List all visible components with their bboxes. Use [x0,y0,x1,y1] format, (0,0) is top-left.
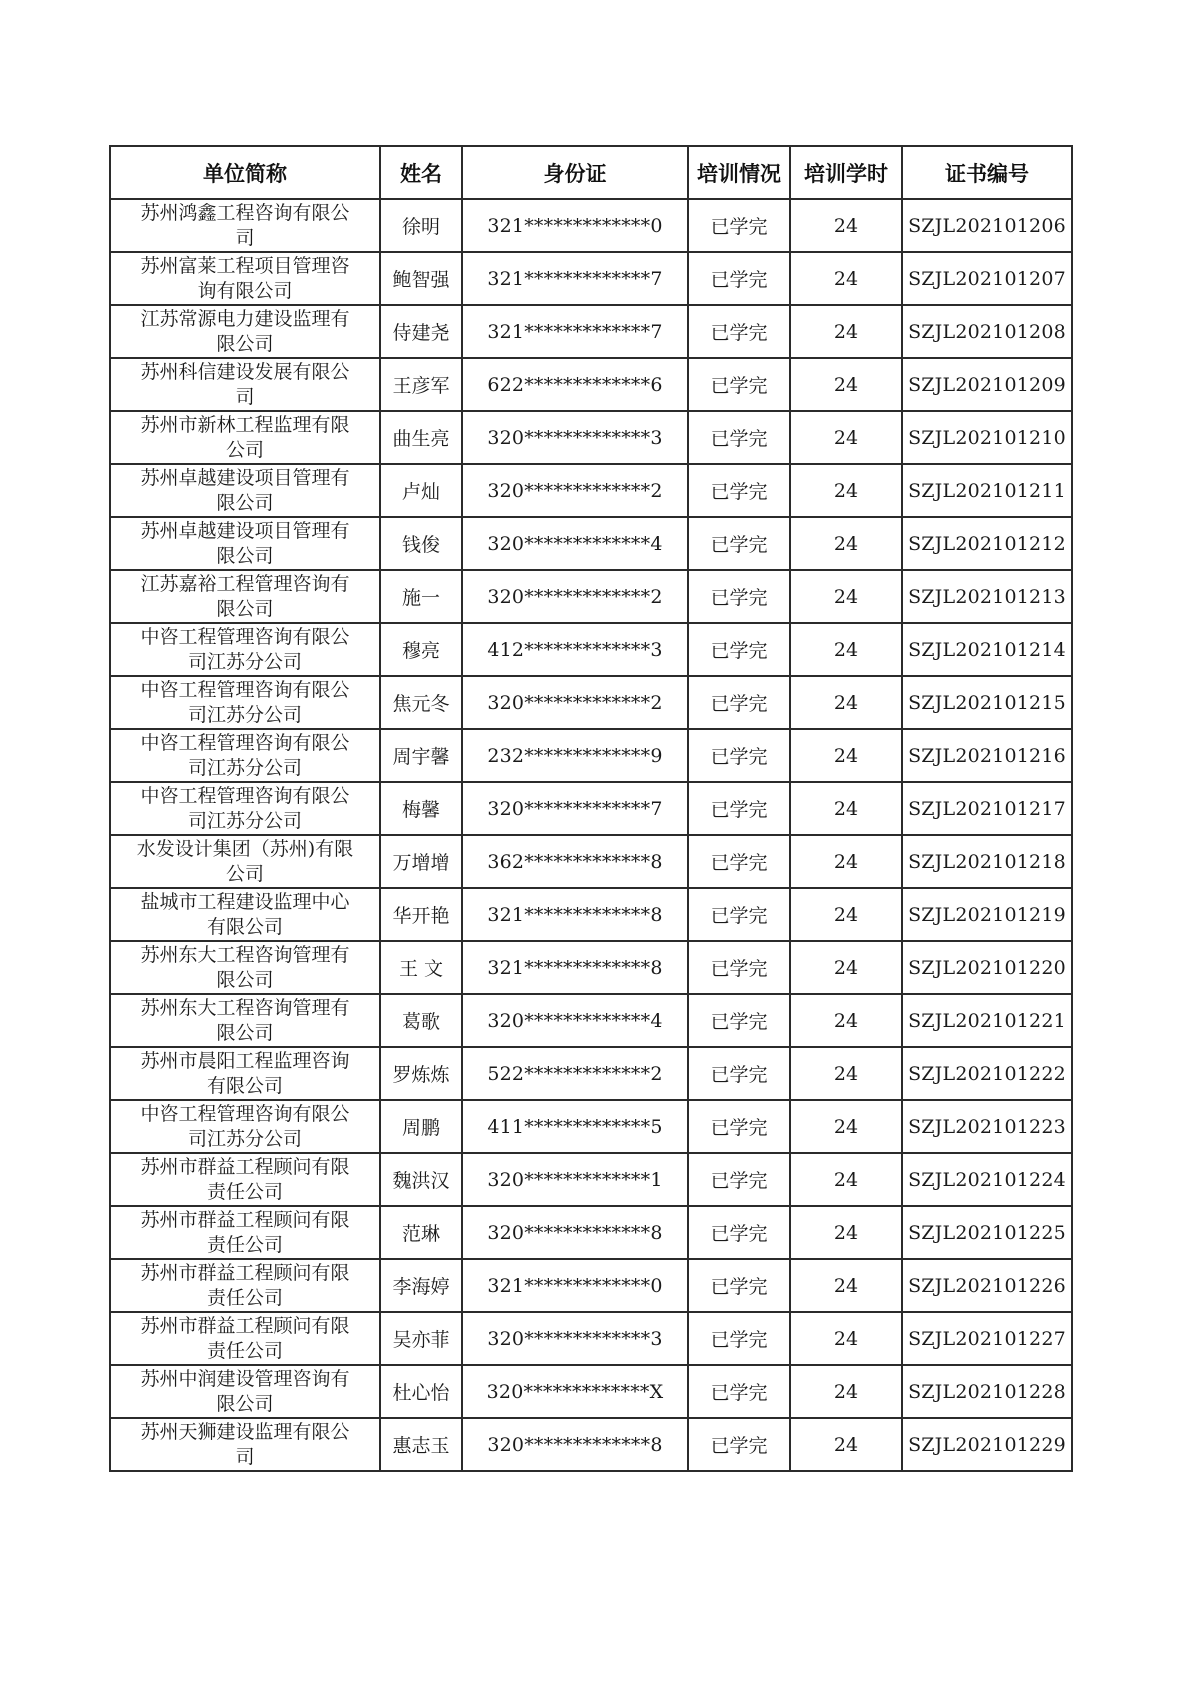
certificate-number-cell: SZJL202101227 [902,1312,1072,1365]
company-name-line: 苏州东大工程咨询管理有 [140,996,350,1019]
name-cell: 惠志玉 [380,1418,462,1471]
company-cell [110,676,380,729]
company-name-line: 询有限公司 [197,279,293,302]
table-row [110,252,1072,305]
name-cell: 施一 [380,570,462,623]
certificate-number-cell: SZJL202101214 [902,623,1072,676]
company-name-line: 限公司 [216,1021,274,1044]
id-number-cell: 320*************3 [462,411,688,464]
table-header [110,146,1072,199]
company-name-line: 苏州市群益工程顾问有限 [140,1155,350,1178]
training-status-cell: 已学完 [688,1259,790,1312]
training-status-cell: 已学完 [688,199,790,252]
company-cell [110,888,380,941]
training-hours-cell: 24 [790,1259,902,1312]
training-status-cell: 已学完 [688,835,790,888]
company-name-line: 苏州市新林工程监理有限 [140,413,350,436]
training-status-cell: 已学完 [688,1153,790,1206]
certificate-number-cell: SZJL202101212 [902,517,1072,570]
training-hours-cell: 24 [790,570,902,623]
company-name-line: 苏州中润建设管理咨询有 [140,1367,350,1390]
training-status-cell: 已学完 [688,1312,790,1365]
certificate-number-cell: SZJL202101208 [902,305,1072,358]
training-hours-cell: 24 [790,1100,902,1153]
header-id-number: 身份证 [462,146,688,199]
id-number-cell: 412*************3 [462,623,688,676]
name-cell: 王 文 [380,941,462,994]
training-hours-cell: 24 [790,835,902,888]
table-row [110,676,1072,729]
header-certificate-number: 证书编号 [902,146,1072,199]
header-row [110,146,1072,199]
training-record-table [109,145,1073,1472]
name-cell: 罗炼炼 [380,1047,462,1100]
training-status-cell: 已学完 [688,358,790,411]
table-row [110,1153,1072,1206]
company-name-line: 中咨工程管理咨询有限公 [140,678,350,701]
table-row [110,1312,1072,1365]
company-cell [110,199,380,252]
id-number-cell: 320*************1 [462,1153,688,1206]
company-name-line: 司江苏分公司 [187,1127,302,1150]
table-row [110,835,1072,888]
training-hours-cell: 24 [790,782,902,835]
certificate-number-cell: SZJL202101220 [902,941,1072,994]
name-cell: 鲍智强 [380,252,462,305]
table-row [110,1259,1072,1312]
company-cell [110,570,380,623]
company-name-line: 责任公司 [206,1286,283,1309]
id-number-cell: 321*************8 [462,888,688,941]
company-cell [110,1153,380,1206]
table-row [110,305,1072,358]
certificate-number-cell: SZJL202101219 [902,888,1072,941]
training-status-cell: 已学完 [688,1206,790,1259]
company-cell [110,782,380,835]
name-cell: 万增增 [380,835,462,888]
training-hours-cell: 24 [790,1365,902,1418]
training-hours-cell: 24 [790,729,902,782]
id-number-cell: 320*************2 [462,570,688,623]
training-hours-cell: 24 [790,464,902,517]
training-record-sheet [109,145,1071,1472]
training-hours-cell: 24 [790,888,902,941]
company-name-line: 司江苏分公司 [187,756,302,779]
company-name-line: 司 [235,1445,255,1468]
training-hours-cell: 24 [790,1047,902,1100]
company-name-line: 限公司 [216,968,274,991]
training-status-cell: 已学完 [688,1047,790,1100]
name-cell: 杜心怡 [380,1365,462,1418]
name-cell: 梅馨 [380,782,462,835]
training-hours-cell: 24 [790,305,902,358]
id-number-cell: 320*************3 [462,1312,688,1365]
training-hours-cell: 24 [790,994,902,1047]
company-cell [110,729,380,782]
training-status-cell: 已学完 [688,729,790,782]
id-number-cell: 321*************8 [462,941,688,994]
table-row [110,729,1072,782]
training-hours-cell: 24 [790,358,902,411]
company-cell [110,1047,380,1100]
training-hours-cell: 24 [790,676,902,729]
id-number-cell: 622*************6 [462,358,688,411]
company-name-line: 苏州东大工程咨询管理有 [140,943,350,966]
company-name-line: 苏州市群益工程顾问有限 [140,1314,350,1337]
training-status-cell: 已学完 [688,994,790,1047]
table-row [110,411,1072,464]
id-number-cell: 320*************4 [462,517,688,570]
company-name-line: 中咨工程管理咨询有限公 [140,731,350,754]
company-name-line: 江苏常源电力建设监理有 [140,307,350,330]
certificate-number-cell: SZJL202101225 [902,1206,1072,1259]
table-row [110,782,1072,835]
table-row [110,941,1072,994]
table-row [110,623,1072,676]
table-row [110,517,1072,570]
company-name-line: 中咨工程管理咨询有限公 [140,1102,350,1125]
name-cell: 穆亮 [380,623,462,676]
company-name-line: 限公司 [216,332,274,355]
training-status-cell: 已学完 [688,464,790,517]
id-number-cell: 522*************2 [462,1047,688,1100]
table-row [110,1100,1072,1153]
certificate-number-cell: SZJL202101224 [902,1153,1072,1206]
company-name-line: 苏州卓越建设项目管理有 [140,466,350,489]
company-cell [110,1312,380,1365]
training-status-cell: 已学完 [688,517,790,570]
company-cell [110,623,380,676]
training-status-cell: 已学完 [688,623,790,676]
certificate-number-cell: SZJL202101216 [902,729,1072,782]
header-training-status: 培训情况 [688,146,790,199]
training-status-cell: 已学完 [688,1418,790,1471]
certificate-number-cell: SZJL202101206 [902,199,1072,252]
training-hours-cell: 24 [790,1418,902,1471]
company-name-line: 司江苏分公司 [187,703,302,726]
company-name-line: 司江苏分公司 [187,650,302,673]
certificate-number-cell: SZJL202101226 [902,1259,1072,1312]
training-hours-cell: 24 [790,623,902,676]
company-name-line: 责任公司 [206,1339,283,1362]
name-cell: 侍建尧 [380,305,462,358]
training-status-cell: 已学完 [688,676,790,729]
company-cell [110,835,380,888]
table-row [110,358,1072,411]
table-row [110,570,1072,623]
id-number-cell: 321*************7 [462,252,688,305]
id-number-cell: 320*************2 [462,676,688,729]
table-row [110,464,1072,517]
company-cell [110,517,380,570]
id-number-cell: 411*************5 [462,1100,688,1153]
company-name-line: 苏州科信建设发展有限公 [140,360,350,383]
training-status-cell: 已学完 [688,411,790,464]
training-hours-cell: 24 [790,252,902,305]
id-number-cell: 320*************7 [462,782,688,835]
company-name-line: 苏州卓越建设项目管理有 [140,519,350,542]
training-status-cell: 已学完 [688,305,790,358]
training-hours-cell: 24 [790,941,902,994]
company-cell [110,1259,380,1312]
company-name-line: 江苏嘉裕工程管理咨询有 [140,572,350,595]
company-name-line: 司 [235,385,255,408]
table-body [110,199,1072,1471]
training-status-cell: 已学完 [688,252,790,305]
header-name: 姓名 [380,146,462,199]
company-cell [110,994,380,1047]
name-cell: 周宇馨 [380,729,462,782]
certificate-number-cell: SZJL202101229 [902,1418,1072,1471]
table-row [110,888,1072,941]
training-status-cell: 已学完 [688,782,790,835]
company-cell [110,1365,380,1418]
company-cell [110,464,380,517]
company-name-line: 有限公司 [206,915,283,938]
name-cell: 葛歌 [380,994,462,1047]
company-cell [110,941,380,994]
name-cell: 钱俊 [380,517,462,570]
name-cell: 吴亦菲 [380,1312,462,1365]
company-name-line: 限公司 [216,491,274,514]
id-number-cell: 320*************X [462,1365,688,1418]
id-number-cell: 232*************9 [462,729,688,782]
training-hours-cell: 24 [790,1312,902,1365]
header-company: 单位简称 [110,146,380,199]
certificate-number-cell: SZJL202101221 [902,994,1072,1047]
name-cell: 华开艳 [380,888,462,941]
table-row [110,1418,1072,1471]
company-name-line: 限公司 [216,597,274,620]
table-row [110,994,1072,1047]
certificate-number-cell: SZJL202101213 [902,570,1072,623]
company-name-line: 苏州市群益工程顾问有限 [140,1208,350,1231]
training-hours-cell: 24 [790,1206,902,1259]
id-number-cell: 362*************8 [462,835,688,888]
certificate-number-cell: SZJL202101222 [902,1047,1072,1100]
name-cell: 焦元冬 [380,676,462,729]
company-name-line: 公司 [225,438,264,461]
table-row [110,1365,1072,1418]
id-number-cell: 320*************8 [462,1418,688,1471]
table-row [110,1047,1072,1100]
company-name-line: 责任公司 [206,1180,283,1203]
company-name-line: 苏州富莱工程项目管理咨 [140,254,350,277]
name-cell: 周鹏 [380,1100,462,1153]
id-number-cell: 321*************0 [462,1259,688,1312]
company-name-line: 司江苏分公司 [187,809,302,832]
company-name-line: 限公司 [216,544,274,567]
company-name-line: 公司 [225,862,264,885]
company-cell [110,411,380,464]
training-status-cell: 已学完 [688,1365,790,1418]
name-cell: 卢灿 [380,464,462,517]
id-number-cell: 320*************2 [462,464,688,517]
company-cell [110,305,380,358]
id-number-cell: 321*************0 [462,199,688,252]
name-cell: 曲生亮 [380,411,462,464]
company-name-line: 责任公司 [206,1233,283,1256]
company-name-line: 苏州市晨阳工程监理咨询 [140,1049,350,1072]
id-number-cell: 320*************8 [462,1206,688,1259]
name-cell: 王彦军 [380,358,462,411]
certificate-number-cell: SZJL202101218 [902,835,1072,888]
company-cell [110,252,380,305]
name-cell: 李海婷 [380,1259,462,1312]
training-hours-cell: 24 [790,199,902,252]
company-name-line: 苏州天狮建设监理有限公 [140,1420,350,1443]
company-name-line: 中咨工程管理咨询有限公 [140,625,350,648]
certificate-number-cell: SZJL202101211 [902,464,1072,517]
company-name-line: 中咨工程管理咨询有限公 [140,784,350,807]
training-status-cell: 已学完 [688,888,790,941]
certificate-number-cell: SZJL202101228 [902,1365,1072,1418]
header-training-hours: 培训学时 [790,146,902,199]
company-name-line: 苏州鸿鑫工程咨询有限公 [140,201,350,224]
table-row [110,199,1072,252]
company-name-line: 盐城市工程建设监理中心 [140,890,350,913]
training-hours-cell: 24 [790,411,902,464]
name-cell: 范琳 [380,1206,462,1259]
training-status-cell: 已学完 [688,1100,790,1153]
company-name-line: 苏州市群益工程顾问有限 [140,1261,350,1284]
id-number-cell: 320*************4 [462,994,688,1047]
certificate-number-cell: SZJL202101207 [902,252,1072,305]
certificate-number-cell: SZJL202101215 [902,676,1072,729]
training-hours-cell: 24 [790,1153,902,1206]
training-status-cell: 已学完 [688,941,790,994]
company-cell [110,1418,380,1471]
certificate-number-cell: SZJL202101217 [902,782,1072,835]
company-cell [110,1100,380,1153]
name-cell: 魏洪汉 [380,1153,462,1206]
certificate-number-cell: SZJL202101223 [902,1100,1072,1153]
training-status-cell: 已学完 [688,570,790,623]
company-name-line: 限公司 [216,1392,274,1415]
company-cell [110,1206,380,1259]
id-number-cell: 321*************7 [462,305,688,358]
company-name-line: 司 [235,226,255,249]
training-hours-cell: 24 [790,517,902,570]
certificate-number-cell: SZJL202101210 [902,411,1072,464]
company-cell [110,358,380,411]
name-cell: 徐明 [380,199,462,252]
company-name-line: 有限公司 [206,1074,283,1097]
certificate-number-cell: SZJL202101209 [902,358,1072,411]
table-row [110,1206,1072,1259]
company-name-line: 水发设计集团（苏州)有限 [136,837,354,860]
